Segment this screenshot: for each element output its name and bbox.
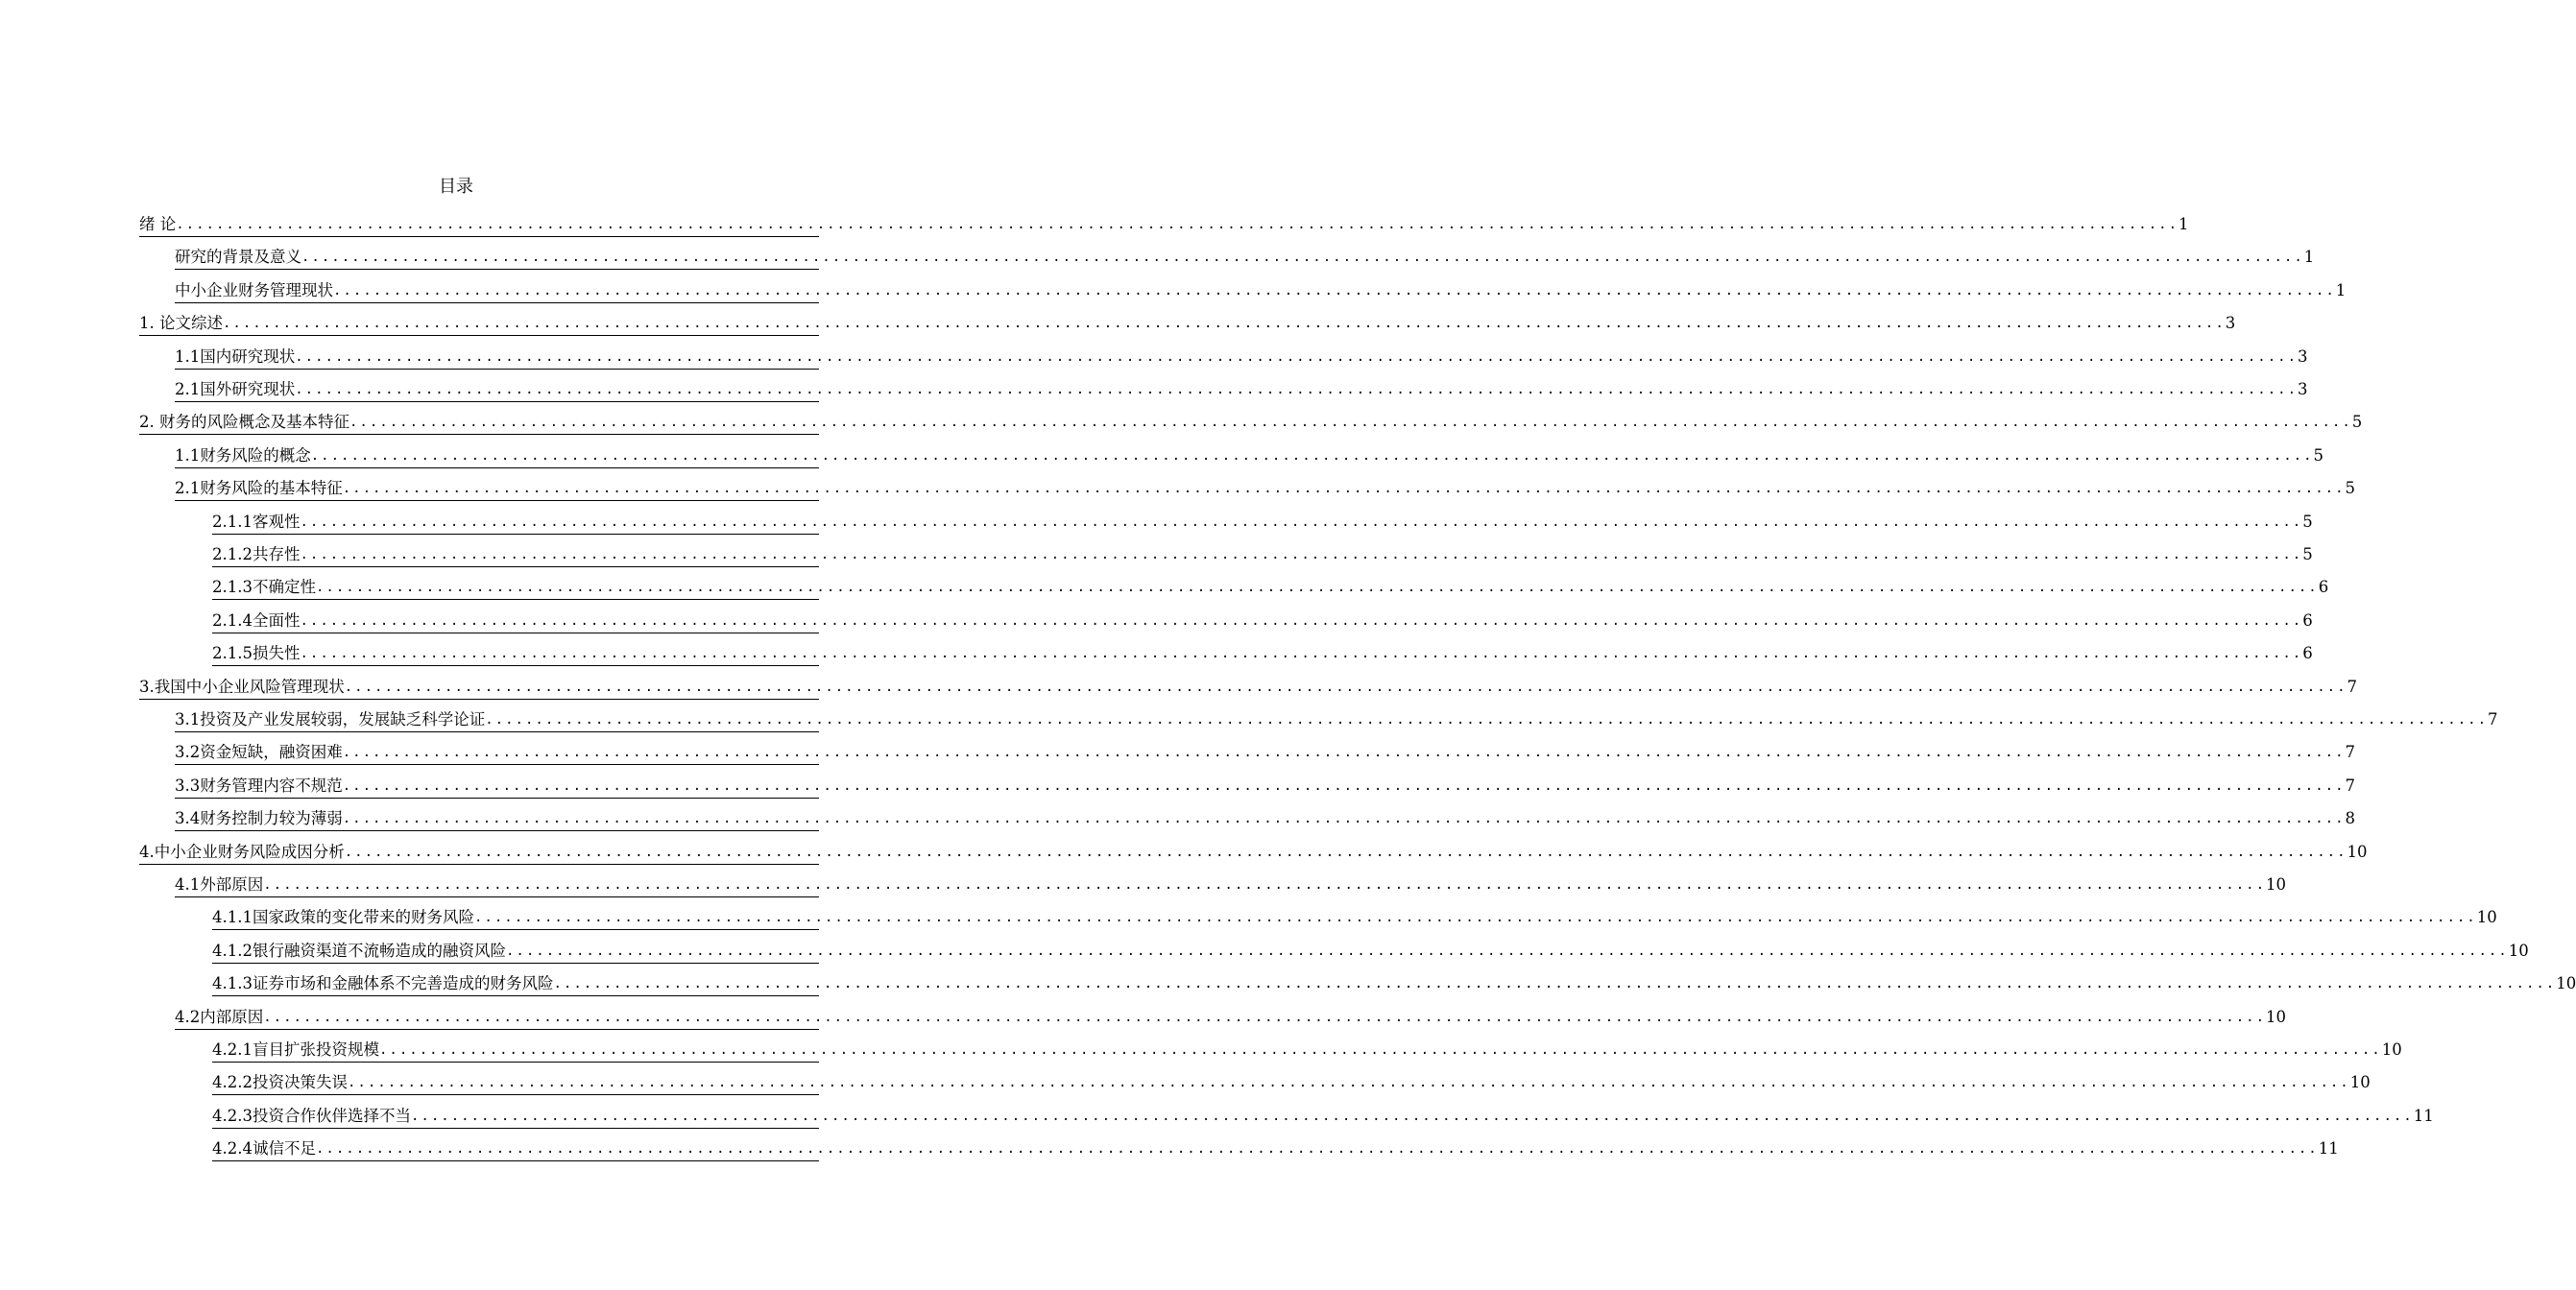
toc-entry-label: 4.1.2银行融资渠道不流畅造成的融资风险 — [212, 942, 506, 960]
toc-entry-label: 4.1.3证券市场和金融体系不完善造成的财务风险 — [212, 974, 554, 992]
toc-entry[interactable] — [175, 373, 2308, 402]
toc-dot-leader: ........................................................................................................................................................................................................ — [342, 811, 2346, 826]
toc-entry-page-number: 7 — [2347, 678, 2357, 696]
toc-dot-leader: ........................................................................................................................................................................................................ — [295, 382, 2298, 397]
toc-entry[interactable] — [212, 571, 2329, 600]
toc-entry-page-number: 5 — [2302, 513, 2313, 531]
toc-dot-leader: ........................................................................................................................................................................................................ — [473, 910, 2477, 925]
toc-entry-page-number: 7 — [2345, 743, 2355, 761]
toc-entry-page-number: 5 — [2313, 446, 2323, 465]
toc-entry-label: 4.2.4诚信不足 — [212, 1139, 316, 1158]
toc-entry-page-number: 7 — [2345, 776, 2355, 795]
toc-dot-leader: ........................................................................................................................................................................................................ — [485, 712, 2488, 728]
toc-entry-page-number: 10 — [2347, 843, 2368, 861]
toc-dot-leader: ........................................................................................................................................................................................................ — [333, 283, 2336, 299]
toc-entry-label: 2.1.2共存性 — [212, 545, 301, 563]
toc-dot-leader: ........................................................................................................................................................................................................ — [176, 217, 2179, 232]
toc-entry-label: 4.2.1盲目扩张投资规模 — [212, 1040, 379, 1059]
toc-entry-page-number: 3 — [2298, 347, 2308, 366]
toc-dot-leader: ........................................................................................................................................................................................................ — [263, 877, 2266, 893]
toc-entry-page-number: 1 — [2179, 215, 2189, 233]
toc-entry-page-number: 5 — [2345, 479, 2355, 497]
toc-entry-page-number: 11 — [2318, 1139, 2339, 1158]
toc-entry-label: 4.2.3投资合作伙伴选择不当 — [212, 1107, 411, 1125]
toc-entry[interactable] — [139, 208, 2189, 237]
toc-entry[interactable] — [212, 1034, 2402, 1063]
toc-dot-leader: ........................................................................................................................................................................................................ — [349, 415, 2352, 430]
toc-dot-leader: ........................................................................................................................................................................................................ — [223, 316, 2226, 331]
toc-entry[interactable] — [212, 1066, 2371, 1095]
toc-entry-label: 1.1财务风险的概念 — [175, 446, 311, 465]
toc-dot-leader: ........................................................................................................................................................................................................ — [505, 944, 2509, 959]
toc-entry-label: 研究的背景及意义 — [175, 248, 301, 266]
toc-entry[interactable] — [139, 406, 2363, 435]
toc-entry[interactable] — [139, 836, 2368, 865]
toc-entry-label: 1.1国内研究现状 — [175, 347, 296, 366]
toc-entry[interactable] — [175, 736, 2355, 765]
toc-entry[interactable] — [175, 770, 2355, 799]
toc-entry[interactable] — [212, 968, 2576, 996]
toc-entry-label: 4.2.2投资决策失误 — [212, 1073, 348, 1091]
toc-dot-leader: ........................................................................................................................................................................................................ — [300, 646, 2303, 661]
toc-dot-leader: ........................................................................................................................................................................................................ — [347, 1075, 2350, 1090]
toc-dot-leader: ........................................................................................................................................................................................................ — [301, 250, 2304, 265]
toc-entry[interactable] — [139, 671, 2357, 700]
toc-entry-label: 2.1国外研究现状 — [175, 380, 296, 398]
page-title: 目录 — [439, 177, 473, 197]
toc-entry-label: 中小企业财务管理现状 — [175, 281, 333, 299]
toc-entry[interactable] — [212, 1100, 2434, 1129]
toc-entry-page-number: 10 — [2508, 942, 2529, 960]
toc-dot-leader: ........................................................................................................................................................................................................ — [315, 1141, 2319, 1157]
toc-entry[interactable] — [175, 275, 2347, 303]
toc-entry[interactable] — [175, 869, 2286, 897]
toc-dot-leader: ........................................................................................................................................................................................................ — [315, 580, 2319, 595]
toc-entry-page-number: 11 — [2413, 1107, 2434, 1125]
toc-entry[interactable] — [175, 1001, 2286, 1030]
toc-entry[interactable] — [175, 440, 2323, 468]
toc-entry-label: 4.1.1国家政策的变化带来的财务风险 — [212, 908, 474, 926]
toc-entry-label: 2. 财务的风险概念及基本特征 — [139, 413, 349, 431]
toc-dot-leader: ........................................................................................................................................................................................................ — [300, 514, 2303, 530]
toc-entry-label: 1. 论文综述 — [139, 314, 223, 332]
toc-entry[interactable] — [212, 935, 2529, 964]
toc-dot-leader: ........................................................................................................................................................................................................ — [344, 680, 2347, 695]
toc-dot-leader: ........................................................................................................................................................................................................ — [344, 845, 2347, 860]
toc-entry-label: 2.1.5损失性 — [212, 644, 301, 662]
toc-entry-page-number: 10 — [2381, 1040, 2402, 1059]
toc-dot-leader: ........................................................................................................................................................................................................ — [300, 547, 2303, 562]
toc-entry-page-number: 5 — [2302, 545, 2313, 563]
toc-entry-label: 2.1.4全面性 — [212, 611, 301, 630]
toc-dot-leader: ........................................................................................................................................................................................................ — [295, 349, 2298, 365]
toc-entry-label: 4.1外部原因 — [175, 875, 264, 894]
toc-dot-leader: ........................................................................................................................................................................................................ — [342, 745, 2346, 760]
toc-dot-leader: ........................................................................................................................................................................................................ — [300, 613, 2303, 629]
toc-dot-leader: ........................................................................................................................................................................................................ — [410, 1109, 2414, 1124]
toc-entry-label: 2.1.1客观性 — [212, 513, 301, 531]
toc-dot-leader: ........................................................................................................................................................................................................ — [310, 448, 2314, 464]
toc-entry-page-number: 6 — [2318, 578, 2329, 596]
toc-entry-label: 3.2资金短缺，融资困难 — [175, 743, 343, 761]
toc-entry-label: 2.1.3不确定性 — [212, 578, 316, 596]
toc-entry-page-number: 10 — [2266, 1008, 2286, 1026]
toc-entry-page-number: 5 — [2351, 413, 2363, 431]
toc-dot-leader: ........................................................................................................................................................................................................ — [553, 976, 2557, 991]
toc-entry[interactable] — [212, 637, 2313, 666]
toc-dot-leader: ........................................................................................................................................................................................................ — [378, 1042, 2382, 1058]
toc-entry-page-number: 10 — [2349, 1073, 2371, 1091]
toc-entry-page-number: 3 — [2298, 380, 2308, 398]
toc-entry-page-number: 1 — [2303, 248, 2315, 266]
toc-entry[interactable] — [139, 307, 2236, 336]
toc-entry-page-number: 10 — [2266, 875, 2286, 894]
toc-dot-leader: ........................................................................................................................................................................................................ — [263, 1010, 2266, 1025]
toc-entry[interactable] — [212, 1133, 2339, 1161]
toc-entry-label: 2.1财务风险的基本特征 — [175, 479, 343, 497]
toc-entry[interactable] — [212, 506, 2313, 535]
toc-entry-page-number: 10 — [2476, 908, 2497, 926]
toc-entry-label: 3.3财务管理内容不规范 — [175, 776, 343, 795]
toc-entry-page-number: 6 — [2302, 644, 2313, 662]
toc-entry-page-number: 3 — [2225, 314, 2236, 332]
toc-entry[interactable] — [175, 472, 2355, 501]
toc-dot-leader: ........................................................................................................................................................................................................ — [342, 481, 2346, 496]
toc-entry-label: 4.中小企业财务风险成因分析 — [139, 843, 345, 861]
toc-entry-page-number: 7 — [2488, 710, 2498, 729]
toc-entry-page-number: 10 — [2556, 974, 2576, 992]
toc-entry[interactable] — [175, 241, 2315, 270]
toc-entry-label: 3.1投资及产业发展较弱，发展缺乏科学论证 — [175, 710, 486, 729]
toc-entry[interactable] — [212, 901, 2497, 930]
toc-dot-leader: ........................................................................................................................................................................................................ — [342, 778, 2346, 794]
toc-entry[interactable] — [212, 605, 2313, 633]
toc-entry[interactable] — [212, 538, 2313, 567]
toc-entry-page-number: 6 — [2302, 611, 2313, 630]
toc-entry-label: 3.我国中小企业风险管理现状 — [139, 678, 345, 696]
toc-entry[interactable] — [175, 802, 2355, 831]
toc-entry-label: 3.4财务控制力较为薄弱 — [175, 809, 343, 827]
toc-entry[interactable] — [175, 341, 2308, 370]
toc-entry-page-number: 1 — [2335, 281, 2347, 299]
toc-entry-label: 4.2内部原因 — [175, 1008, 264, 1026]
toc-entry-page-number: 8 — [2345, 809, 2355, 827]
toc-entry-label: 绪 论 — [139, 215, 177, 233]
toc-entry[interactable] — [175, 704, 2498, 732]
